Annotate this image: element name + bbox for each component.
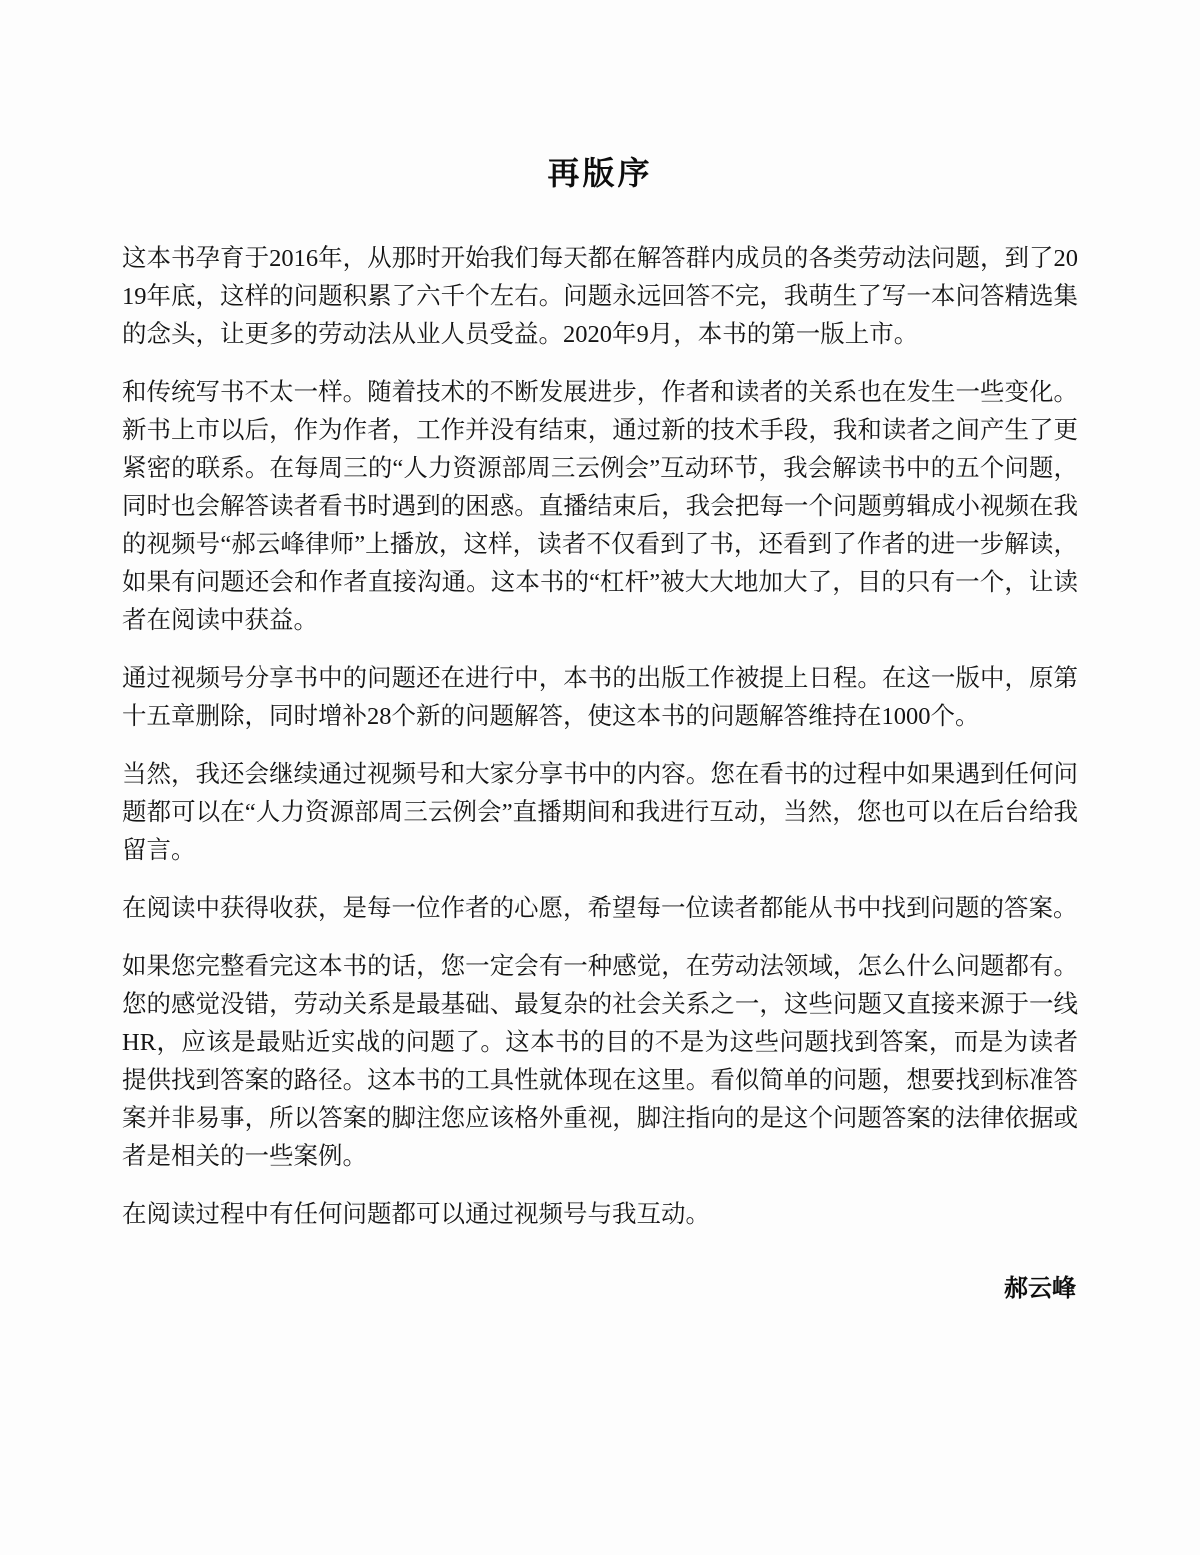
paragraph-3: 通过视频号分享书中的问题还在进行中，本书的出版工作被提上日程。在这一版中，原第十五章删除，同时增补28个新的问题解答，使这本书的问题解答维持在1000个。 xyxy=(122,665,1078,730)
author-signature: 郝云峰 xyxy=(1004,1276,1076,1302)
paragraph-6: 如果您完整看完这本书的话，您一定会有一种感觉，在劳动法领域，怎么什么问题都有。您的感觉没错，劳动关系是最基础、最复杂的社会关系之一，这些问题又直接来源于一线HR，应该是最贴近实战的问题了。这本书的目的不是为这些问题找到答案，而是为读者提供找到答案的路径。这本书的工具性就体现在这里。看似简单的问题，想要找到标准答案并非易事，所以答案的脚注您应该格外重视，脚注指向的是这个问题答案的法律依据或者是相关的一些案例。 xyxy=(122,953,1078,1170)
paragraph-7: 在阅读过程中有任何问题都可以通过视频号与我互动。 xyxy=(122,1201,710,1228)
paragraph-2: 和传统写书不太一样。随着技术的不断发展进步，作者和读者的关系也在发生一些变化。新书上市以后，作为作者，工作并没有结束，通过新的技术手段，我和读者之间产生了更紧密的联系。在每周三的“人力资源部周三云例会”互动环节，我会解读书中的五个问题，同时也会解答读者看书时遇到的困惑。直播结束后，我会把每一个问题剪辑成小视频在我的视频号“郝云峰律师”上播放，这样，读者不仅看到了书，还看到了作者的进一步解读，如果有问题还会和作者直接沟通。这本书的“杠杆”被大大地加大了，目的只有一个，让读者在阅读中获益。 xyxy=(122,379,1078,634)
paragraph-1: 这本书孕育于2016年，从那时开始我们每天都在解答群内成员的各类劳动法问题，到了2019年底，这样的问题积累了六千个左右。问题永远回答不完，我萌生了写一本问答精选集的念头，让更多的劳动法从业人员受益。2020年9月，本书的第一版上市。 xyxy=(122,245,1078,348)
paragraph-5: 在阅读中获得收获，是每一位作者的心愿，希望每一位读者都能从书中找到问题的答案。 xyxy=(122,895,1078,922)
document-body xyxy=(122,240,1078,1234)
paragraph-4: 当然，我还会继续通过视频号和大家分享书中的内容。您在看书的过程中如果遇到任何问题都可以在“人力资源部周三云例会”直播期间和我进行互动，当然，您也可以在后台给我留言。 xyxy=(122,761,1078,864)
page-title: 再版序 xyxy=(547,155,653,191)
